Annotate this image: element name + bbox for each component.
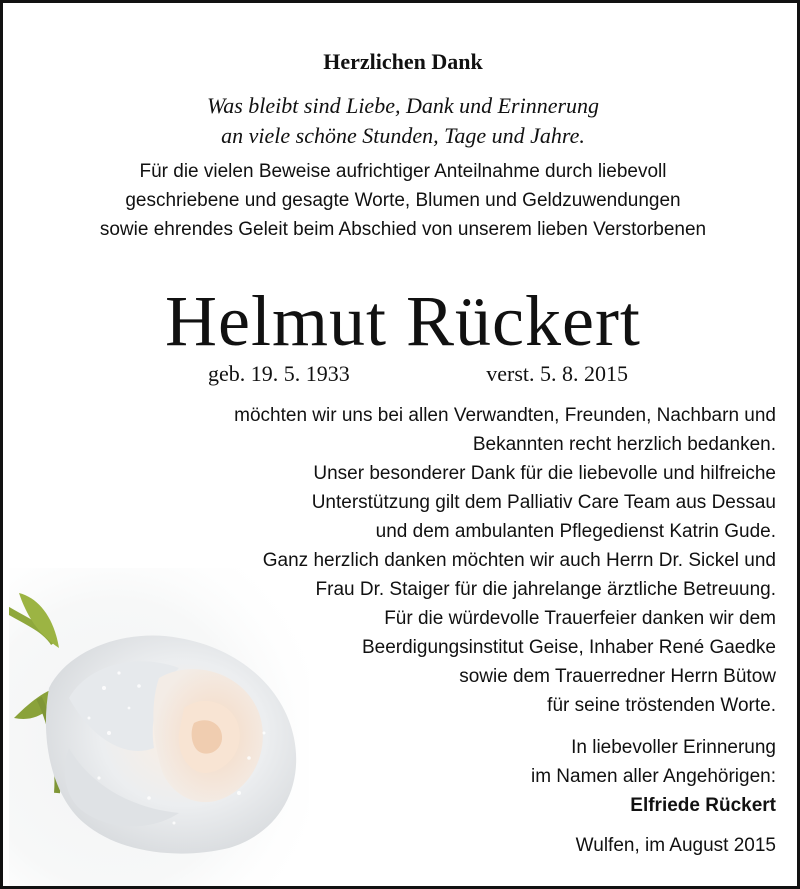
motto: [3, 91, 800, 151]
intro-line: geschriebene und gesagte Worte, Blumen und Geldzuwendungen: [125, 190, 681, 211]
thanks-line: sowie dem Trauerredner Herrn Bütow: [459, 666, 776, 687]
closing-line: im Namen aller Angehörigen:: [530, 766, 776, 787]
thanks-line: für seine tröstenden Worte.: [547, 695, 776, 716]
deceased-name: Helmut Rückert: [165, 281, 641, 361]
notice-heading: Herzlichen Dank: [323, 49, 483, 74]
signer-name: Elfriede Rückert: [630, 795, 776, 816]
thanks-line: Unterstützung gilt dem Palliativ Care Team aus Dessau: [311, 492, 776, 513]
thanks-line: Ganz herzlich danken möchten wir auch Herrn Dr. Sickel und: [262, 550, 776, 571]
motto-line: Was bleibt sind Liebe, Dank und Erinnerung: [206, 93, 600, 118]
birth-date: geb. 19. 5. 1933: [208, 361, 350, 386]
thanks-line: möchten wir uns bei allen Verwandten, Freunden, Nachbarn und: [234, 405, 776, 426]
motto-line: an viele schöne Stunden, Tage und Jahre.: [221, 123, 585, 148]
thanks-line: Bekannten recht herzlich bedanken.: [472, 434, 776, 455]
death-date: verst. 5. 8. 2015: [486, 361, 628, 386]
closing-line: In liebevoller Erinnerung: [571, 737, 776, 758]
thanks-line: Beerdigungsinstitut Geise, Inhaber René Gaedke: [361, 637, 776, 658]
thanks-line: und dem ambulanten Pflegedienst Katrin Gude.: [375, 521, 776, 542]
thanks-line: Für die würdevolle Trauerfeier danken wir dem: [384, 608, 776, 629]
notice-content: [3, 3, 800, 889]
thanks-line: Unser besonderer Dank für die liebevolle und hilfreiche: [313, 463, 776, 484]
thanks-line: Frau Dr. Staiger für die jahrelange ärztliche Betreuung.: [315, 579, 776, 600]
intro-paragraph: [3, 157, 800, 244]
intro-line: Für die vielen Beweise aufrichtiger Anteilnahme durch liebevoll: [139, 161, 667, 182]
closing-block: [276, 733, 776, 820]
place-date: Wulfen, im August 2015: [575, 835, 776, 856]
intro-line: sowie ehrendes Geleit beim Abschied von unserem lieben Verstorbenen: [99, 219, 707, 240]
thanks-paragraph: [76, 401, 776, 720]
